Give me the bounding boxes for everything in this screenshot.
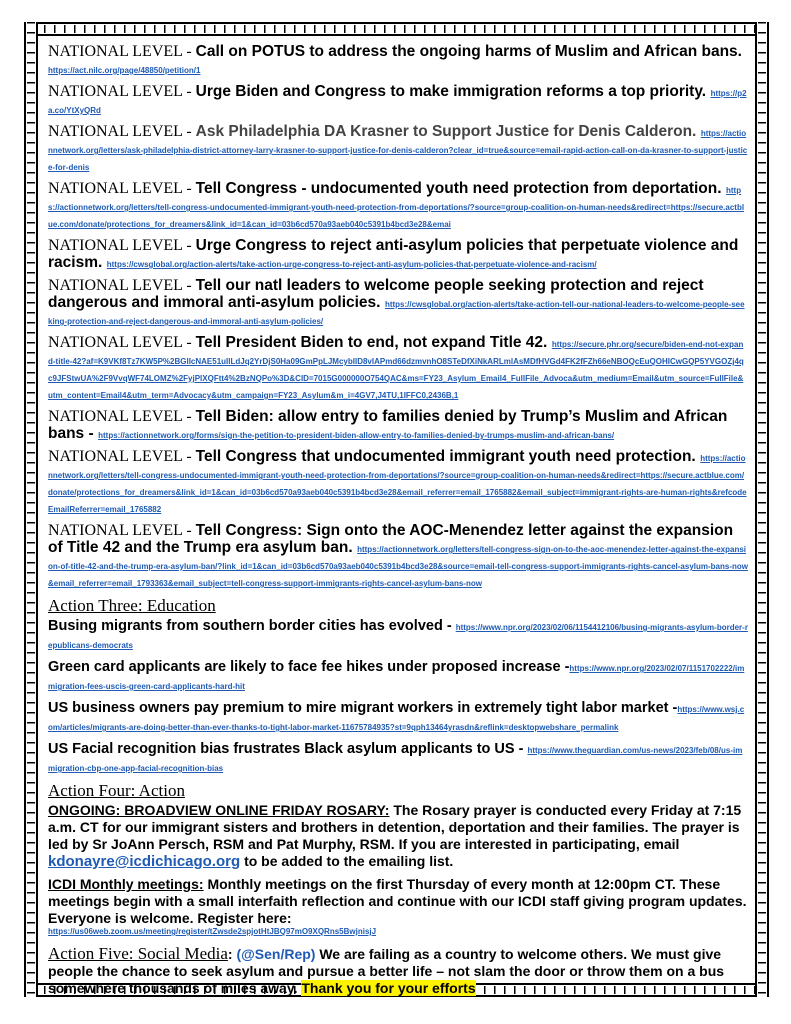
action-link[interactable]: https://actionnetwork.org/letters/ask-philadelphia-district-attorney-larry-krasner-to-support-justice-for-denis-calderon?clear_id=true&source=email-rapid-action-call-on-da-krasner-to-support-justice-for-denis — [48, 129, 748, 172]
level-dash: - — [182, 83, 196, 100]
level-dash: - — [182, 522, 196, 539]
border-top — [24, 22, 769, 36]
section-four-title: Action Four: Action — [48, 781, 185, 800]
action-link[interactable]: https://actionnetwork.org/letters/tell-congress-sign-on-to-the-aoc-menendez-letter-against-the-expansion-of-title-42-and-the-trump-era-asylum-ban/?link_id=1&can_id=03b6cd570a93aeb040c5391b4bcd3e28&source=email-tell-congress-support-immigrants-rights-cancel-asylum-bans-now&email_referrer=email_1793363&email_subject=tell-congress-support-immigrants-rights-cancel-asylum-bans-now — [48, 545, 748, 588]
thank-you-highlight: Thank you for your efforts — [301, 980, 476, 996]
national-item — [48, 123, 748, 174]
action-headline: Tell Congress: Sign onto the AOC-Menendez letter against the expansion of Title 42 and the Trump era asylum ban. — [48, 522, 734, 556]
social-media-paragraph — [48, 944, 748, 997]
action-headline: Ask Philadelphia DA Krasner to Support Justice for Denis Calderon. — [195, 123, 697, 140]
national-item — [48, 180, 748, 231]
level-label: NATIONAL LEVEL — [48, 43, 183, 60]
level-label: NATIONAL LEVEL — [48, 408, 183, 425]
level-label: NATIONAL LEVEL — [48, 277, 183, 294]
border-right — [755, 22, 769, 997]
education-item — [48, 617, 748, 652]
level-label: NATIONAL LEVEL — [48, 237, 183, 254]
education-item — [48, 699, 748, 734]
icdi-text: Monthly meetings on the first Thursday of every month at 12:00pm CT. These meetings begin with a small interfaith reflection and continue with our ICDI staff giving program updates. Everyone is welcome. Register here: — [48, 876, 747, 926]
level-dash: - — [182, 43, 196, 60]
education-headline: US business owners pay premium to mire migrant workers in extremely tight labor market - — [48, 700, 678, 716]
section-five-colon: : — [227, 946, 237, 962]
education-item — [48, 658, 748, 693]
level-label: NATIONAL LEVEL — [48, 123, 183, 140]
level-dash: - — [182, 237, 196, 254]
level-dash: - — [182, 180, 196, 197]
action-headline: Tell Congress that undocumented immigrant youth need protection. — [195, 448, 696, 465]
action-link[interactable]: https://act.nilc.org/page/48850/petition/1 — [48, 66, 201, 75]
national-item — [48, 334, 748, 402]
section-five-title: Action Five: Social Media — [48, 944, 228, 963]
education-link[interactable]: https://www.wsj.com/articles/migrants-are-doing-better-than-ever-thanks-to-tight-labor-market-11675784935?st=9qph13464yrasdn&reflink=desktopwebshare_permalink — [48, 705, 745, 732]
social-handle: (@Sen/Rep) — [236, 946, 316, 962]
level-label: NATIONAL LEVEL — [48, 522, 183, 539]
action-link[interactable]: https://p2a.co/YtXyQRd — [48, 89, 747, 115]
social-text: We are failing as a country to welcome others. We must give people the chance to seek asylum and pursue a better life – not slam the door or throw them on a bus somewhere thousands of miles away. — [48, 946, 725, 996]
national-level-list — [48, 43, 748, 590]
action-headline: Urge Congress to reject anti-asylum policies that perpetuate violence and racism. — [48, 237, 739, 271]
national-item — [48, 448, 748, 516]
action-link[interactable]: https://actionnetwork.org/forms/sign-the-petition-to-president-biden-allow-entry-to-families-denied-by-trumps-muslim-and-african-bans/ — [98, 431, 615, 440]
level-dash: - — [182, 334, 196, 351]
action-headline: Tell President Biden to end, not expand Title 42. — [195, 334, 548, 351]
section-three-title: Action Three: Education — [48, 596, 216, 615]
level-label: NATIONAL LEVEL — [48, 180, 183, 197]
education-link[interactable]: https://www.theguardian.com/us-news/2023/feb/08/us-immigration-cbp-one-app-facial-recognition-bias — [48, 746, 743, 773]
action-link[interactable]: https://actionnetwork.org/letters/tell-congress-undocumented-immigrant-youth-need-protection-from-deportations/?source=group-coalition-on-human-needs&redirect=https://secure.actblue.com/donate/protections_for_dreamers&link_id=1&can_id=03b6cd570a93aeb040c5391b4bcd3e28&email_referrer=email_1765882&email_subject=immigrant-rights-are-human-rights&refcodeEmailReferrer=email_1765882 — [48, 454, 747, 514]
education-link[interactable]: https://www.npr.org/2023/02/06/1154412106/busing-migrants-asylum-border-republicans-democrats — [48, 623, 748, 650]
national-item — [48, 408, 748, 442]
national-item — [48, 43, 748, 77]
rosary-text: The Rosary prayer is conducted every Friday at 7:15 a.m. CT for our immigrant sisters and brothers in detention, deportation and their families. The prayer is led by Sr JoAnn Persch, RSM and Pat Murphy, RSM. If you are interested in participating, email — [48, 802, 742, 852]
action-link[interactable]: https://secure.phr.org/secure/biden-end-not-expand-title-42?af=K9VKf8Tz7KW5P%2BGlIcNAE51uIlLdJq2YrDjS0Ha09GmPpLJMcybIlD8vIAPmd66dzmvnhO8STeDfXiNkARLmlAsMDfHVGd4FK2fFZh66eNBOQcEuQOHICwGQP5YVGOZj4qc9JFStwUA%2F9VvqWF74LOMZ%2FyjPlXQFtt4%2BzNQPo%3D&CID=7015G000000O754QAC&ms=FY23_Asylum_Email4_FullFile_Advoca&utm_medium=Email&utm_source=FullFile&utm_content=Email4&utm_term=Advocacy&utm_campaign=FY23_Asylum&m_i=4GV7,J4TU,1IFFC0,2436B,1 — [48, 340, 744, 400]
level-label: NATIONAL LEVEL — [48, 334, 183, 351]
level-dash: - — [182, 277, 196, 294]
education-headline: Busing migrants from southern border cities has evolved — [48, 618, 443, 634]
level-label: NATIONAL LEVEL — [48, 448, 183, 465]
level-dash: - — [182, 408, 196, 425]
icdi-register-link[interactable]: https://us06web.zoom.us/meeting/register/tZwsde2spjotHtJBQ97mO9XQRns5BwjnisjJ — [48, 927, 377, 936]
rosary-text-end: to be added to the emailing list. — [240, 853, 454, 869]
action-link[interactable]: https://cwsglobal.org/action-alerts/take-action-urge-congress-to-reject-anti-asylum-policies-that-perpetuate-violence-and-racism/ — [106, 260, 597, 269]
education-headline: US Facial recognition bias frustrates Black asylum applicants to US - — [48, 741, 524, 757]
level-label: NATIONAL LEVEL — [48, 83, 183, 100]
education-item — [48, 740, 748, 775]
action-headline: Tell Biden: allow entry to families denied by Trump’s Muslim and African bans - — [48, 408, 728, 442]
border-left — [24, 22, 38, 997]
level-dash: - — [182, 448, 196, 465]
education-list — [48, 617, 748, 775]
education-separator: - — [442, 618, 456, 634]
action-headline: Call on POTUS to address the ongoing harms of Muslim and African bans. — [195, 43, 742, 60]
icdi-paragraph — [48, 876, 748, 936]
rosary-paragraph — [48, 802, 748, 870]
national-item — [48, 522, 748, 590]
national-item — [48, 277, 748, 328]
action-link[interactable]: https://actionnetwork.org/letters/tell-congress-undocumented-immigrant-youth-need-protection-from-deportations/?source=group-coalition-on-human-needs&redirect=https://secure.actblue.com/donate/protections_for_dreamers&link_id=1&can_id=03b6cd570a93aeb040c5391b4bcd3e28&emai — [48, 186, 745, 229]
rosary-title: ONGOING: BROADVIEW ONLINE FRIDAY ROSARY: — [48, 802, 390, 818]
action-headline: Urge Biden and Congress to make immigration reforms a top priority. — [195, 83, 707, 100]
page-content — [48, 43, 748, 1003]
action-link[interactable]: https://cwsglobal.org/action-alerts/take-action-tell-our-national-leaders-to-welcome-people-seeking-protection-and-reject-dangerous-and-immoral-anti-asylum-policies/ — [48, 300, 745, 326]
rosary-email-link[interactable]: kdonayre@icdichicago.org — [48, 853, 241, 870]
icdi-title: ICDI Monthly meetings: — [48, 876, 204, 892]
action-headline: Tell Congress - undocumented youth need protection from deportation. — [195, 180, 722, 197]
national-item — [48, 237, 748, 271]
action-headline: Tell our natl leaders to welcome people seeking protection and reject dangerous and immoral anti-asylum policies. — [48, 277, 704, 311]
national-item — [48, 83, 748, 117]
level-dash: - — [182, 123, 196, 140]
education-headline: Green card applicants are likely to face fee hikes under proposed increase - — [48, 659, 570, 675]
education-link[interactable]: https://www.npr.org/2023/02/07/1151702222/immigration-fees-uscis-green-card-applicants-hard-hit — [48, 664, 745, 691]
